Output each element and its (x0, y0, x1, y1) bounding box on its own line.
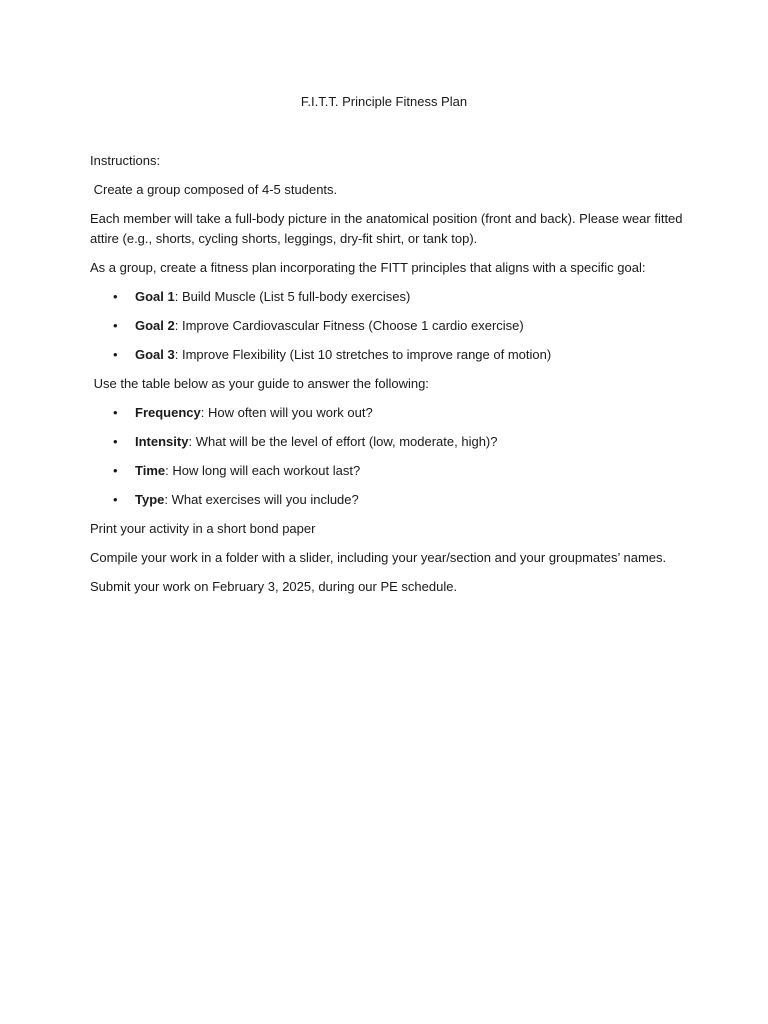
goal-text: : Build Muscle (List 5 full-body exercises) (174, 289, 411, 304)
bullet-icon: • (113, 405, 118, 420)
fitt-text: : What will be the level of effort (low, moderate, high)? (188, 434, 498, 449)
fitt-text: : How long will each workout last? (165, 463, 361, 478)
submit-instruction: Submit your work on February 3, 2025, during our PE schedule. (90, 579, 458, 594)
fitt-list (90, 403, 690, 510)
goal-label: Goal 3 (135, 347, 175, 362)
goals-list (90, 287, 690, 365)
list-item (90, 432, 690, 452)
fitt-label: Frequency (135, 405, 201, 420)
fitt-label: Type (135, 492, 165, 507)
document-title: F.I.T.T. Principle Fitness Plan (300, 94, 468, 109)
bullet-icon: • (113, 289, 118, 304)
list-item (90, 461, 690, 481)
list-item (90, 490, 690, 510)
bullet-icon: • (113, 347, 118, 362)
list-item (90, 345, 690, 365)
document-body (90, 151, 690, 606)
list-item (90, 403, 690, 423)
list-item (90, 287, 690, 307)
fitt-label: Intensity (135, 434, 189, 449)
table-instruction: Use the table below as your guide to answer the following: (90, 376, 429, 391)
fitt-text: : How often will you work out? (200, 405, 373, 420)
bullet-icon: • (113, 463, 118, 478)
goal-text: : Improve Cardiovascular Fitness (Choose 1 cardio exercise) (174, 318, 524, 333)
bullet-icon: • (113, 434, 118, 449)
goal-label: Goal 2 (135, 318, 175, 333)
list-item (90, 316, 690, 336)
picture-instruction: Each member will take a full-body picture in the anatomical position (front and back). Please wear fitted attire (e.g., shorts, cycling shorts, leggings, dry-fit shirt, or tank top). (90, 211, 683, 246)
goal-text: : Improve Flexibility (List 10 stretches to improve range of motion) (174, 347, 552, 362)
goal-label: Goal 1 (135, 289, 175, 304)
group-instruction: Create a group composed of 4-5 students. (90, 182, 338, 197)
instructions-label: Instructions: (90, 153, 161, 168)
plan-instruction: As a group, create a fitness plan incorporating the FITT principles that aligns with a specific goal: (90, 260, 646, 275)
bullet-icon: • (113, 318, 118, 333)
compile-instruction: Compile your work in a folder with a slider, including your year/section and your groupmates’ names. (90, 550, 667, 565)
bullet-icon: • (113, 492, 118, 507)
print-instruction: Print your activity in a short bond paper (90, 521, 316, 536)
fitt-label: Time (135, 463, 166, 478)
fitt-text: : What exercises will you include? (164, 492, 359, 507)
